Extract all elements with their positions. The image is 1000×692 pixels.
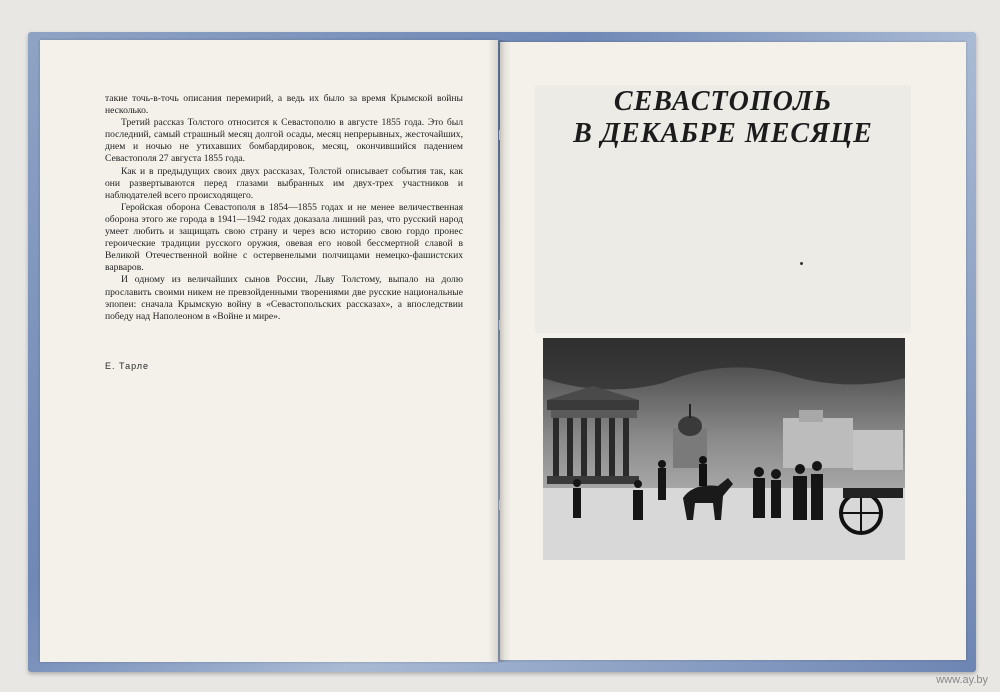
sevastopol-illustration xyxy=(543,338,905,560)
spine-stitch xyxy=(499,320,501,330)
preface-text xyxy=(105,93,463,323)
paragraph: Третий рассказ Толстого относится к Севастополю в августе 1855 года. Это был последний, самый страшный месяц долгой осады, месяц непрерывных, жесточайших, днем и ночью не утихавших бомбардировок, месяц, окончившийся падением Севастополя 27 августа 1855 года. xyxy=(105,117,463,165)
spine-stitch xyxy=(499,130,501,140)
paragraph: Геройская оборона Севастополя в 1854—1855 годах и не менее величественная оборона этого же города в 1941—1942 годах доказала лишний раз, что русский народ умеет любить и защищать свою страну и через всю историю свою гордо пронес героические традиции русского оружия, овевая его новой бессмертной славой в Великой Отечественной войне с остервенелыми полчищами немецко-фашистских варваров. xyxy=(105,201,463,274)
title-line-1: СЕВАСТОПОЛЬ xyxy=(613,86,833,117)
paragraph: И одному из величайших сынов России, Льву Толстому, выпало на долю прославить своими никем не превзойденными творениями две русские национальные эпопеи: сначала Крымскую войну в «Севастопольских рассказах», а впоследствии победу над Наполеоном в «Войне и мире». xyxy=(105,274,463,322)
title-line-2: В ДЕКАБРЕ МЕСЯЦЕ xyxy=(573,118,873,149)
print-dot xyxy=(800,262,803,265)
paragraph: Как и в предыдущих своих двух рассказах, Толстой описывает события так, как они развертываются перед глазами выбранных им двух-трех участников и наблюдателей всего происходящего. xyxy=(105,165,463,201)
paragraph: такие точь-в-точь описания перемирий, а ведь их было за время Крымской войны несколько. xyxy=(105,93,463,117)
author-signature: Е. Тарле xyxy=(105,361,150,371)
illustration-drawing xyxy=(543,338,905,560)
watermark: www.ay.by xyxy=(936,674,988,686)
spine-stitch xyxy=(499,500,501,510)
chapter-title xyxy=(535,86,911,150)
